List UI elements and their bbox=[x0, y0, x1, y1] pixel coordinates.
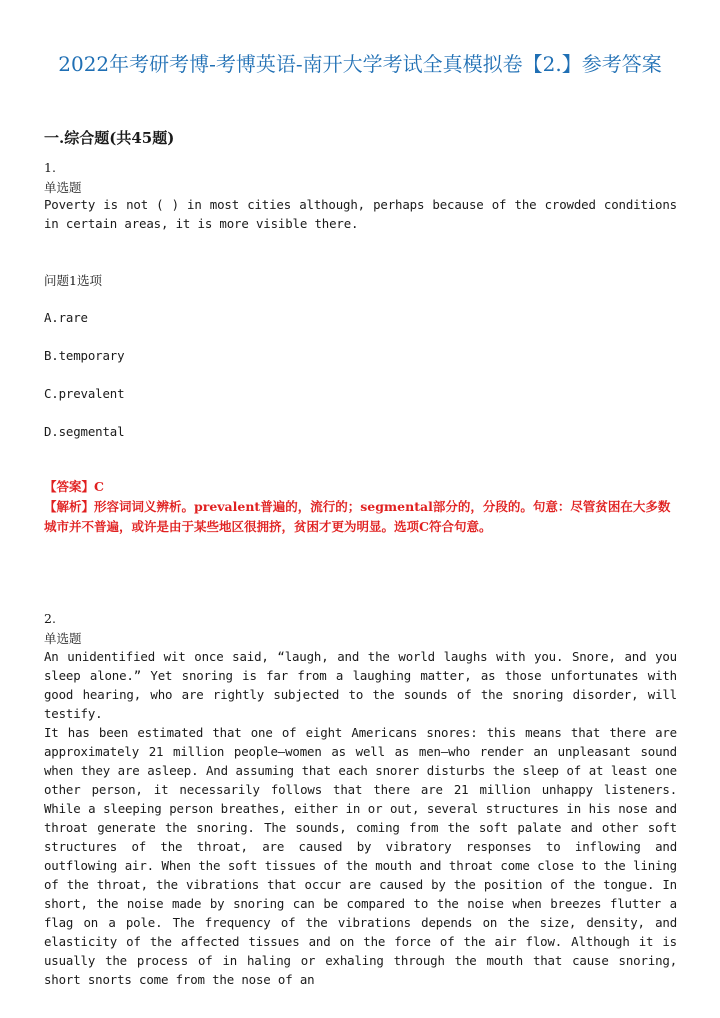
passage-paragraph: It has been estimated that one of eight Americans snores: this means that there are approximately 21 million people—women as well as men—who render an unpleasant sound when they are asleep. And assuming that each snorer disturbs the sleep of at least one other person, it necessarily follows that there are 21 million unhappy listeners. While a sleeping person breathes, either in or out, several structures in his nose and throat generate the snoring. The sounds, coming from the soft palate and other soft structures of the throat, are caused by vibratory responses to inflowing and outflowing air. When the soft tissues of the mouth and throat come close to the lining of the throat, the vibrations that occur are caused by the position of the tongue. In short, the noise made by snoring can be compared to the noise when breezes flutter a flag on a pole. The frequency of the vibrations depends on the size, density, and elasticity of the affected tissues and on the force of the air flow. Although it is usually the process of in haling or exhaling through the mouth that cause snoring, short snorts come from the nose of an bbox=[44, 725, 677, 987]
question-number: 2. bbox=[44, 611, 56, 626]
option-c: C.prevalent bbox=[44, 386, 125, 401]
analysis-text: 【解析】形容词词义辨析。prevalent普遍的，流行的；segmental部分的，分段的。句意：尽管贫困在大多数城市并不普遍，或许是由于某些地区很拥挤，贫困才更为明显。选项C符合句意。 bbox=[44, 499, 671, 534]
option-d: D.segmental bbox=[44, 424, 125, 439]
document-title: 2022年考研考博-考博英语-南开大学考试全真模拟卷【2.】参考答案 bbox=[58, 52, 662, 76]
question-type: 单选题 bbox=[44, 631, 82, 646]
answer-block bbox=[44, 477, 680, 537]
answer-text: 【答案】C bbox=[44, 479, 104, 494]
section-heading: 一.综合题(共45题) bbox=[44, 129, 175, 147]
question-type: 单选题 bbox=[44, 180, 82, 195]
option-a: A.rare bbox=[44, 310, 88, 325]
question-stem: Poverty is not ( ) in most cities although, perhaps because of the crowded conditions in certain areas, it is more visible there. bbox=[44, 197, 677, 231]
reading-passage bbox=[44, 647, 677, 987]
option-b: B.temporary bbox=[44, 348, 125, 363]
passage-paragraph: An unidentified wit once said, “laugh, and the world laughs with you. Snore, and you sleep alone.” Yet snoring is far from a laughing matter, as those unfortunates with good hearing, who are rightly subjected to the sounds of the snoring disorder, will testify. bbox=[44, 649, 677, 721]
options-label: 问题1选项 bbox=[44, 273, 102, 288]
question-number: 1. bbox=[44, 160, 56, 175]
